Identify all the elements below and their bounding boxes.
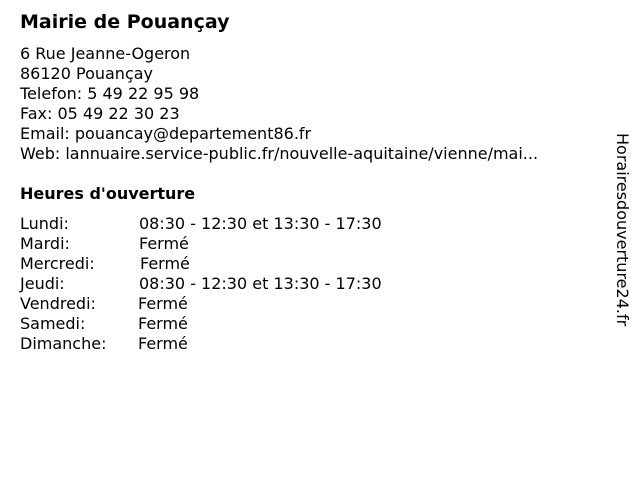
contact-info — [20, 44, 538, 164]
website-link: Web: lannuaire.service-public.fr/nouvelle-aquitaine/vienne/mai... — [20, 144, 539, 163]
day-label: Samedi: — [20, 314, 86, 333]
day-hours: Fermé — [138, 334, 188, 353]
day-hours: Fermé — [138, 294, 188, 313]
street-address: 6 Rue Jeanne-Ogeron — [20, 44, 191, 63]
hours-row-tuesday — [20, 234, 382, 254]
day-label: Vendredi: — [20, 294, 96, 313]
city-address: 86120 Pouançay — [20, 64, 154, 83]
opening-hours-heading: Heures d'ouverture — [20, 184, 196, 203]
fax-number: Fax: 05 49 22 30 23 — [20, 104, 180, 123]
hours-row-friday — [20, 294, 382, 314]
day-label: Dimanche: — [20, 334, 107, 353]
hours-row-thursday — [20, 274, 382, 294]
day-hours: 08:30 - 12:30 et 13:30 - 17:30 — [139, 274, 382, 293]
day-label: Mardi: — [20, 234, 70, 253]
day-label: Jeudi: — [20, 274, 65, 293]
hours-row-wednesday — [20, 254, 382, 274]
day-hours: Fermé — [139, 234, 189, 253]
opening-hours-table — [20, 214, 382, 354]
phone-number: Telefon: 5 49 22 95 98 — [20, 84, 200, 103]
day-hours: Fermé — [140, 254, 190, 273]
page-title: Mairie de Pouançay — [20, 11, 230, 33]
day-label: Mercredi: — [20, 254, 95, 273]
day-hours: 08:30 - 12:30 et 13:30 - 17:30 — [139, 214, 382, 233]
brand-watermark: Horairesdouverture24.fr — [613, 133, 632, 327]
day-hours: Fermé — [138, 314, 188, 333]
hours-row-saturday — [20, 314, 382, 334]
email-address: Email: pouancay@departement86.fr — [20, 124, 312, 143]
day-label: Lundi: — [20, 214, 69, 233]
hours-row-monday — [20, 214, 382, 234]
hours-row-sunday — [20, 334, 382, 354]
